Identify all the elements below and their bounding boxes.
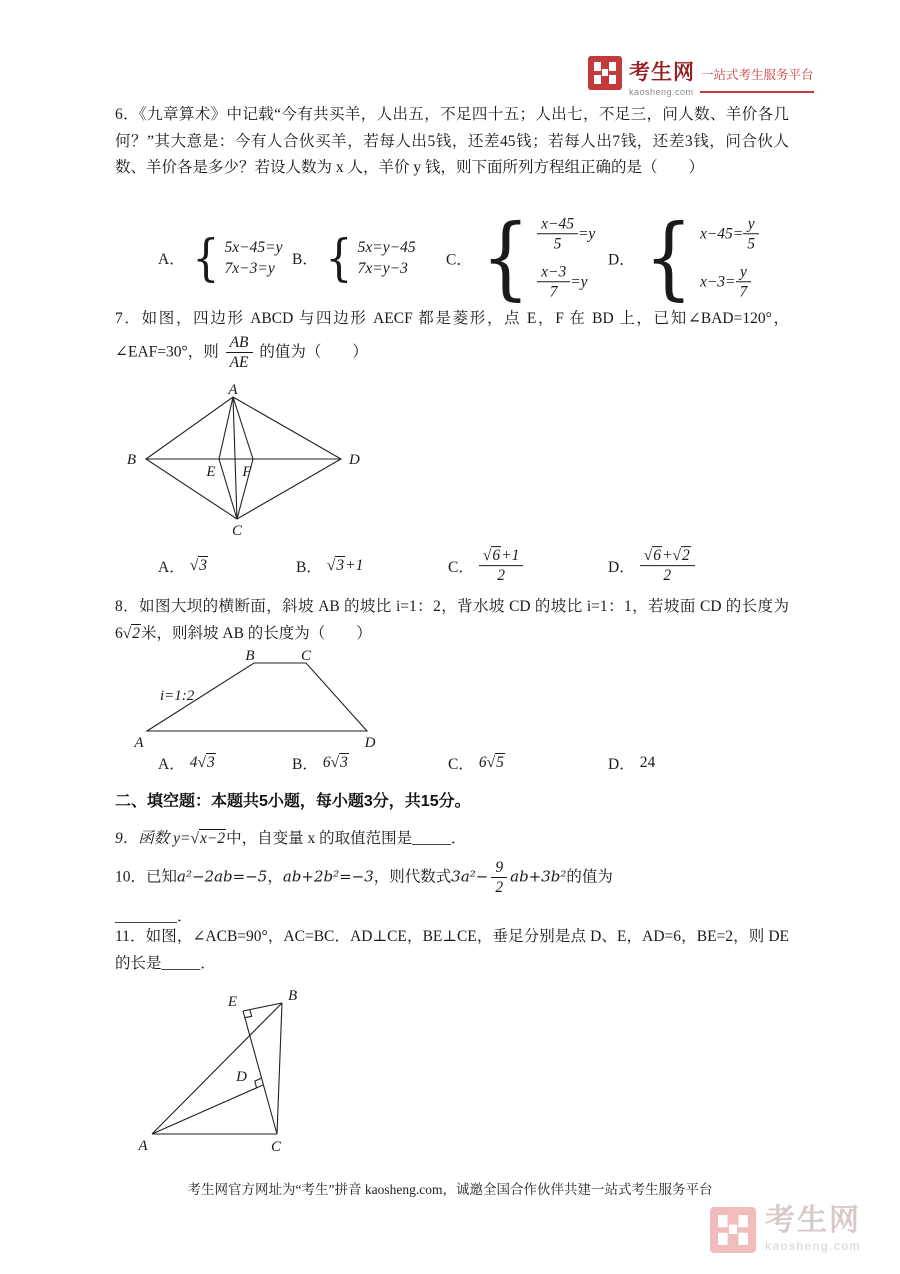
fraction-denominator: 7 [549,283,558,301]
radicand: 3 [340,754,348,771]
q7-rhombus-figure [112,384,362,539]
fraction [736,262,752,302]
question-11-text [115,924,789,977]
radicand: 6 [492,547,501,565]
equation: 5x=y−45 [357,238,416,256]
q8-option-c [448,752,505,774]
question-8-body-2: 米，则斜坡 AB 的长度为（ ） [141,624,372,642]
sqrt-symbol: √ [189,557,199,574]
segment-BE [243,1003,282,1011]
radical [123,624,141,642]
equation [537,214,595,254]
fraction-denominator: 5 [553,235,562,253]
q10-text-3: 的值为 [566,868,613,886]
kaosheng-logo [588,56,814,97]
radicand: 6 [653,547,661,565]
question-8-text [115,594,789,647]
question-8-body-1: 8．如图大坝的横断面，斜坡 AB 的坡比 i=1：2，背水坡 CD 的坡比 i=1：1，若坡面 CD 的长度为6 [115,598,789,642]
equation: 7x=y−3 [357,259,408,277]
option-label: C． [446,251,472,268]
question-7-body-1: 7．如图，四边形 ABCD 与四边形 AECF 都是菱形，点 E，F 在 BD 上，已知∠BAD=120°，∠EAF=30°，则 [115,310,789,361]
q7-option-d [608,546,695,586]
fraction [491,858,507,898]
equation-lhs: x−3= [699,272,736,290]
kaosheng-logo-icon [588,56,622,90]
q10-text-1: 10．已知 [115,868,178,886]
question-6-text [115,102,789,182]
fraction-numerator: y [736,262,752,282]
equation-rhs: =y [577,225,596,243]
equation [700,214,759,254]
watermark-domain: kaosheng.com [765,1239,862,1253]
fraction-numerator: y [743,214,759,234]
kaosheng-watermark-icon [710,1207,756,1253]
q10-expression-3: 3a²− [451,867,489,886]
fraction-denominator: 5 [747,235,756,253]
edge-AE [219,397,233,459]
radicand: 2 [132,624,141,642]
q7-options [0,540,900,592]
logo-tagline: 一站式考生服务平台 [701,68,814,82]
outer-rhombus [146,397,341,519]
sqrt-symbol: √ [486,754,496,771]
fraction [537,214,578,254]
footer-text: 考生网官方网址为“考生”拼音 kaosheng.com，诚邀全国合作伙伴共建一站式考生服务平台 [187,1182,713,1197]
option-label: C． [448,756,474,773]
radical [190,557,208,575]
edge-CB [277,1003,282,1134]
question-7-body-2: 的值为（ ） [259,343,368,361]
equation-rhs: =y [570,272,588,290]
q6-option-a [158,228,283,287]
radicand: 3 [206,754,215,771]
vertex-label-A: A [134,735,144,750]
q10-text-2: ，则代数式 [373,868,452,886]
q10-expression-2: ab+2b²=−3 [282,867,374,886]
equation-system [358,239,416,278]
logo-domain: kaosheng.com [629,87,694,97]
q10-answer-blank: ________． [115,907,193,925]
option-label: D． [608,756,635,773]
section-2-title: 二、填空题：本题共5小题，每小题3分，共15分。 [115,793,471,810]
sqrt-symbol: √ [190,830,199,847]
q8-dam-figure [125,650,385,750]
brace-symbol: { [192,228,220,287]
equation [537,262,587,302]
option-label: C． [448,559,474,576]
sqrt-symbol: √ [672,547,681,565]
brace-symbol: { [325,228,353,287]
q6-option-b [292,228,416,287]
q11-triangle-figure [135,980,330,1155]
option-label: B． [292,251,318,268]
radicand: x−2 [199,830,226,847]
vertex-label-F: F [242,464,252,480]
q8-option-d [608,752,655,774]
question-9-body-1: 9．函数 y= [115,830,191,847]
question-9-body-2: 中，自变量 x 的取值范围是_____． [226,830,467,847]
edge-CE [219,459,237,519]
radical [331,754,349,772]
sqrt-symbol: √ [330,754,340,771]
fraction-numerator: x−3 [537,262,570,282]
coefficient: 6 [478,754,487,771]
option-label: D． [608,559,635,576]
radicand: 5 [496,754,504,771]
question-6-body: 6．《九章算术》中记载“今有共买羊，人出五，不足四十五；人出七，不足三，问人数、羊价各几何？”其大意是：今有人合伙买羊，若每人出5钱，还差45钱；若每人出7钱，还差3钱，问合伙人数、羊价各是多少？若设人数为 x 人，羊价 y 钱，则下面所列方程组正确的是（ ） [115,106,789,177]
kaosheng-watermark [710,1206,861,1253]
option-label: A． [158,251,185,268]
fraction [640,546,695,586]
option-label: A． [158,559,185,576]
fraction-denominator: 7 [739,283,748,301]
q7-option-b [296,555,363,577]
question-7-text [115,306,789,372]
option-value: 24 [639,754,656,771]
logo-text-block [629,56,814,97]
equation [700,262,751,302]
sqrt-symbol: √ [326,557,336,574]
option-label: B． [292,756,318,773]
q7-option-a [158,555,208,577]
coefficient: 4 [189,754,198,771]
q6-options [0,204,900,310]
equation-system [537,214,595,302]
equation: 5x−45=y [224,238,283,256]
q10-expression-4: ab+3b² [510,867,567,886]
vertex-label-B: B [288,988,298,1004]
radicand: 3 [199,557,207,574]
watermark-name: 考生网 [765,1204,861,1237]
sqrt-symbol: √ [482,547,492,565]
vertex-label-C: C [231,523,243,539]
brace-symbol: { [481,204,530,310]
fraction [479,546,523,586]
question-9-text [115,826,789,853]
q7-option-c [448,546,523,586]
watermark-text-block [765,1206,861,1253]
q8-option-b [292,752,349,774]
vertex-label-E: E [227,994,237,1010]
radicand: 3 [336,557,345,574]
coefficient: 6 [322,754,331,771]
vertex-label-C: C [270,1139,282,1155]
q6-option-d [608,204,759,310]
equation-system [700,214,759,302]
sqrt-symbol: √ [122,624,132,642]
fraction-numerator: 9 [491,858,507,878]
question-11-body: 11．如图，∠ACB=90°，AC=BC．AD⊥CE，BE⊥CE，垂足分别是点 D、E，AD=6，BE=2，则 DE 的长是_____． [115,928,789,972]
brace-symbol: { [643,204,693,310]
q6-option-c [446,204,596,310]
radicand: 2 [681,547,690,565]
expression-tail: +1 [345,557,364,574]
vertex-label-D: D [349,452,360,468]
equation: 7x−3=y [224,259,275,277]
equation-system [225,239,283,278]
vertex-label-D: D [364,735,376,750]
logo-name: 考生网 [629,61,695,84]
sqrt-symbol: √ [197,754,206,771]
option-label: B． [296,559,322,576]
fraction-denominator: AE [229,354,249,372]
q8-option-a [158,752,216,774]
vertex-label-E: E [206,464,216,480]
fraction [226,333,253,373]
equation-lhs: x−45= [699,225,744,243]
fraction-numerator: x−45 [537,214,578,234]
fraction-numerator [479,546,523,566]
vertex-label-A: A [228,384,238,398]
fraction [743,214,759,254]
slope-ratio-label: i=1:2 [160,688,195,704]
vertex-label-A: A [138,1138,148,1154]
radical [190,829,226,847]
segment-CE [243,1011,277,1134]
option-label: A． [158,756,185,773]
radical [197,754,215,772]
logo-underline [700,91,814,93]
radical [487,754,505,772]
radical [327,557,345,575]
segment-AD [152,1085,263,1134]
sqrt-symbol: √ [643,547,653,565]
question-10-line-1 [115,858,789,898]
edge-AB [152,1003,282,1134]
diagonal-AC [233,397,237,519]
plus-sign: + [661,547,673,565]
q8-options [0,748,900,778]
q10-expression-1: a²−2ab=−5 [177,867,268,886]
vertex-label-D: D [236,1069,247,1085]
vertex-label-B: B [245,650,255,664]
fraction [537,262,570,302]
question-10-text [115,858,789,930]
fraction-numerator [640,546,695,566]
expression-tail: +1 [501,547,520,565]
vertex-label-C: C [300,650,312,664]
fraction-denominator: 2 [495,879,504,897]
option-label: D． [608,251,635,268]
fraction-denominator: 2 [663,567,672,585]
vertex-label-B: B [126,452,136,468]
q10-separator: ， [267,868,283,886]
fraction-denominator: 2 [497,567,505,585]
fraction-numerator: AB [226,333,253,353]
